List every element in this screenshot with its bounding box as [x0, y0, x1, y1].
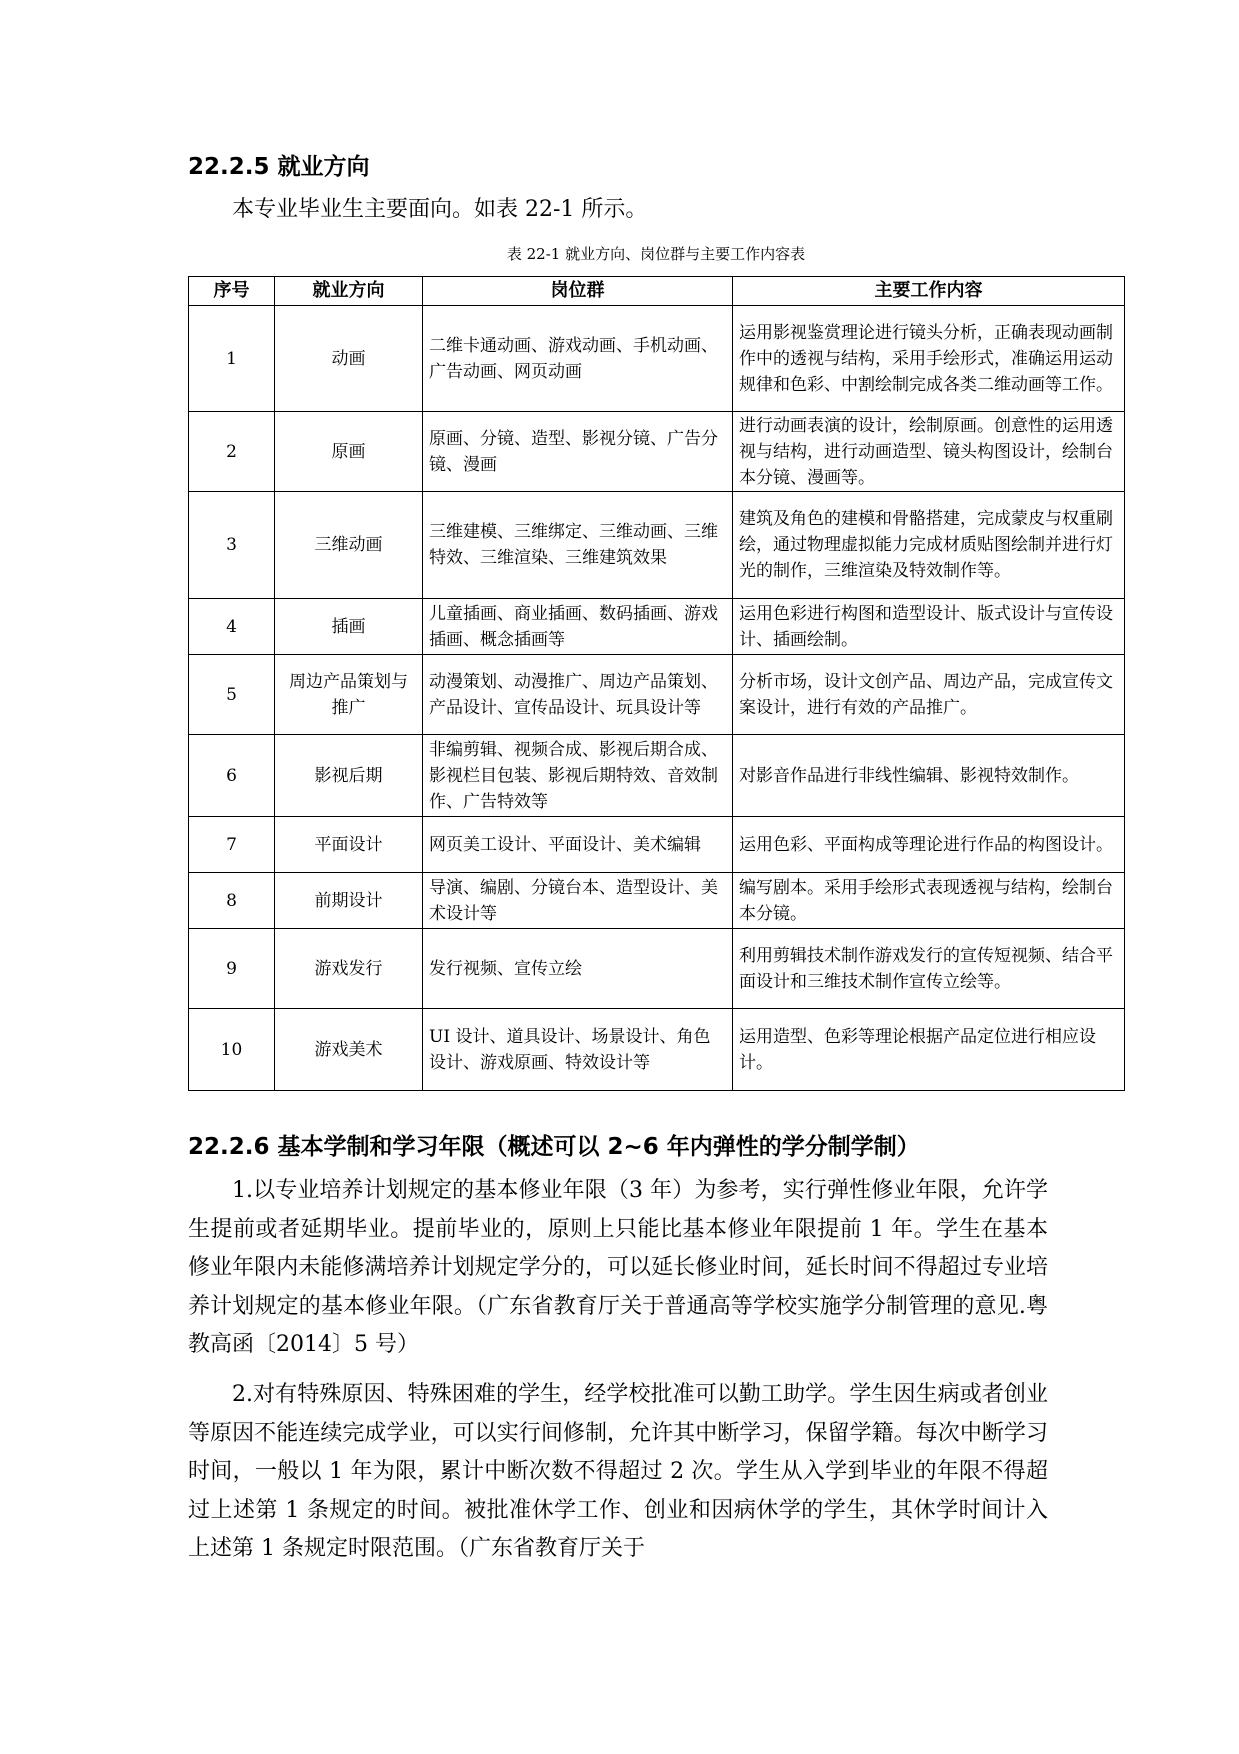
- header-direction: 就业方向: [275, 277, 423, 306]
- table-row: [189, 873, 1125, 929]
- header-content: 主要工作内容: [733, 277, 1125, 306]
- section-heading-employment: 22.2.5 就业方向: [188, 154, 370, 180]
- cell-positions: 儿童插画、商业插画、数码插画、游戏插画、概念插画等: [423, 599, 733, 655]
- cell-content: 对影音作品进行非线性编辑、影视特效制作。: [733, 735, 1125, 817]
- cell-positions: UI 设计、道具设计、场景设计、角色设计、游戏原画、特效设计等: [423, 1009, 733, 1091]
- cell-content: 运用色彩、平面构成等理论进行作品的构图设计。: [733, 817, 1125, 873]
- cell-content: 编写剧本。采用手绘形式表现透视与结构，绘制台本分镜。: [733, 873, 1125, 929]
- cell-positions: 非编剪辑、视频合成、影视后期合成、影视栏目包装、影视后期特效、音效制作、广告特效等: [423, 735, 733, 817]
- cell-no: 10: [189, 1009, 275, 1091]
- table-row: [189, 735, 1125, 817]
- cell-direction: 游戏发行: [275, 929, 423, 1009]
- table-row: [189, 306, 1125, 412]
- cell-direction: 插画: [275, 599, 423, 655]
- cell-positions: 导演、编剧、分镜台本、造型设计、美术设计等: [423, 873, 733, 929]
- header-no: 序号: [189, 277, 275, 306]
- cell-content: 运用色彩进行构图和造型设计、版式设计与宣传设计、插画绘制。: [733, 599, 1125, 655]
- cell-content: 进行动画表演的设计，绘制原画。创意性的运用透视与结构，进行动画造型、镜头构图设计，绘制台本分镜、漫画等。: [733, 412, 1125, 492]
- cell-positions: 动漫策划、动漫推广、周边产品策划、产品设计、宣传品设计、玩具设计等: [423, 655, 733, 735]
- cell-content: 运用造型、色彩等理论根据产品定位进行相应设计。: [733, 1009, 1125, 1091]
- cell-no: 9: [189, 929, 275, 1009]
- cell-no: 5: [189, 655, 275, 735]
- table-caption: 表 22-1 就业方向、岗位群与主要工作内容表: [506, 245, 806, 263]
- cell-no: 8: [189, 873, 275, 929]
- cell-direction: 周边产品策划与推广: [275, 655, 423, 735]
- intro-paragraph: 本专业毕业生主要面向。如表 22-1 所示。: [232, 197, 648, 222]
- cell-direction: 平面设计: [275, 817, 423, 873]
- table-header-row: [189, 277, 1125, 306]
- section-heading-duration: 22.2.6 基本学制和学习年限（概述可以 2~6 年内弹性的学分制学制）: [188, 1134, 920, 1160]
- cell-no: 4: [189, 599, 275, 655]
- cell-positions: 二维卡通动画、游戏动画、手机动画、广告动画、网页动画: [423, 306, 733, 412]
- employment-table: [188, 276, 1125, 1091]
- cell-positions: 原画、分镜、造型、影视分镜、广告分镜、漫画: [423, 412, 733, 492]
- cell-content: 利用剪辑技术制作游戏发行的宣传短视频、结合平面设计和三维技术制作宣传立绘等。: [733, 929, 1125, 1009]
- cell-content: 分析市场，设计文创产品、周边产品，完成宣传文案设计，进行有效的产品推广。: [733, 655, 1125, 735]
- cell-direction: 游戏美术: [275, 1009, 423, 1091]
- cell-positions: 发行视频、宣传立绘: [423, 929, 733, 1009]
- cell-direction: 三维动画: [275, 492, 423, 599]
- cell-direction: 影视后期: [275, 735, 423, 817]
- cell-direction: 前期设计: [275, 873, 423, 929]
- cell-no: 6: [189, 735, 275, 817]
- cell-no: 7: [189, 817, 275, 873]
- table-row: [189, 929, 1125, 1009]
- table-row: [189, 492, 1125, 599]
- table-row: [189, 1009, 1125, 1091]
- cell-positions: 三维建模、三维绑定、三维动画、三维特效、三维渲染、三维建筑效果: [423, 492, 733, 599]
- cell-direction: 动画: [275, 306, 423, 412]
- header-positions: 岗位群: [423, 277, 733, 306]
- table-row: [189, 655, 1125, 735]
- cell-no: 1: [189, 306, 275, 412]
- duration-paragraph-2: 2.对有特殊原因、特殊困难的学生，经学校批准可以勤工助学。学生因生病或者创业等原因不能连续完成学业，可以实行间修制，允许其中断学习，保留学籍。每次中断学习时间，一般以 1 年为限，累计中断次数不得超过 2 次。学生从入学到毕业的年限不得超过上述第 1 条规定的时间。被批准休学工作、创业和因病休学的学生，其休学时间计入上述第 1 条规定时限范围。（广东省教育厅关于: [188, 1382, 1048, 1561]
- cell-direction: 原画: [275, 412, 423, 492]
- cell-no: 3: [189, 492, 275, 599]
- cell-no: 2: [189, 412, 275, 492]
- cell-positions: 网页美工设计、平面设计、美术编辑: [423, 817, 733, 873]
- cell-content: 建筑及角色的建模和骨骼搭建，完成蒙皮与权重刷绘，通过物理虚拟能力完成材质贴图绘制并进行灯光的制作，三维渲染及特效制作等。: [733, 492, 1125, 599]
- table-row: [189, 412, 1125, 492]
- cell-content: 运用影视鉴赏理论进行镜头分析，正确表现动画制作中的透视与结构，采用手绘形式，准确运用运动规律和色彩、中割绘制完成各类二维动画等工作。: [733, 306, 1125, 412]
- table-row: [189, 817, 1125, 873]
- duration-paragraph-1: 1.以专业培养计划规定的基本修业年限（3 年）为参考，实行弹性修业年限，允许学生提前或者延期毕业。提前毕业的，原则上只能比基本修业年限提前 1 年。学生在基本修业年限内未能修满培养计划规定学分的，可以延长修业时间，延长时间不得超过专业培养计划规定的基本修业年限。（广东省教育厅关于普通高等学校实施学分制管理的意见.粤教高函〔2014〕5 号）: [188, 1178, 1048, 1357]
- table-row: [189, 599, 1125, 655]
